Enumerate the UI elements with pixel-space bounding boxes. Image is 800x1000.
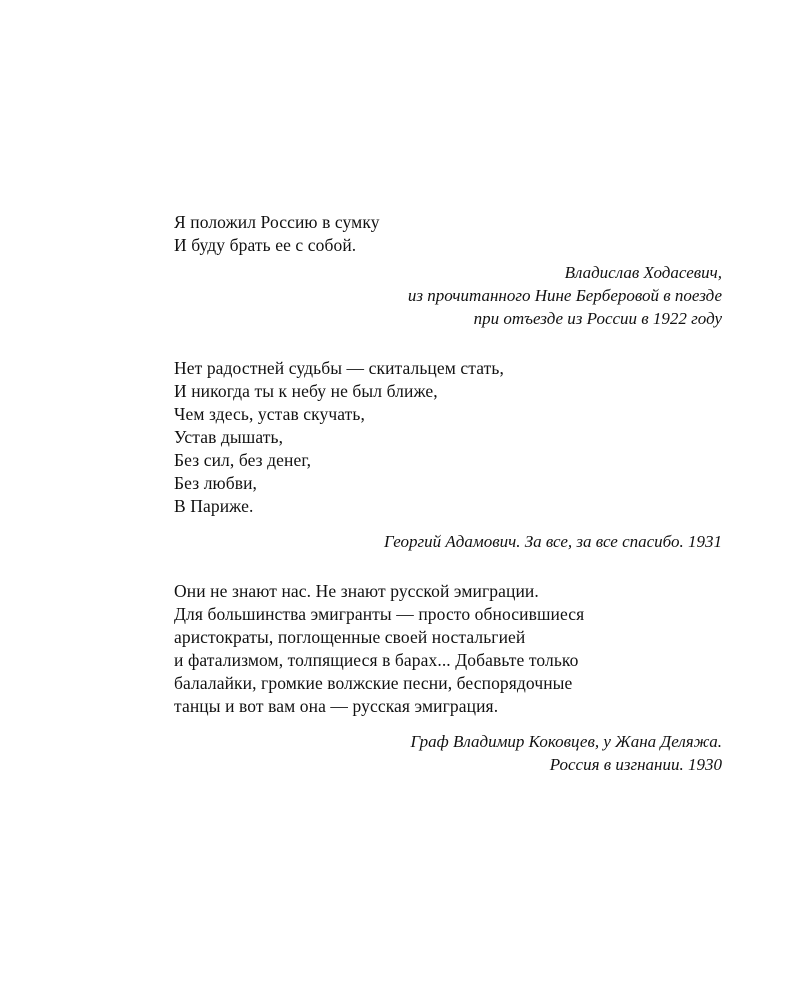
attribution-line: при отъезде из России в 1922 году	[473, 309, 722, 328]
verse-line: В Париже.	[174, 496, 254, 516]
epigraph-2	[174, 357, 722, 553]
prose-line: и фатализмом, толпящиеся в барах... Добавьте только	[174, 650, 579, 670]
prose-line: Они не знают нас. Не знают русской эмиграции.	[174, 581, 539, 601]
attribution-line: Россия в изгнании. 1930	[549, 755, 722, 774]
verse-line: Без любви,	[174, 473, 258, 493]
prose-line: аристократы, поглощенные своей ностальгией	[174, 627, 526, 647]
verse-line: Я положил Россию в сумку	[174, 212, 380, 232]
page-content	[174, 211, 722, 776]
attribution-line: Владислав Ходасевич,	[564, 263, 722, 282]
prose-line: танцы и вот вам она — русская эмиграция.	[174, 696, 499, 716]
verse-line: Без сил, без денег,	[174, 450, 312, 470]
verse-line: И буду брать ее с собой.	[174, 235, 357, 255]
epigraph-3	[174, 580, 722, 776]
verse-line: Чем здесь, устав скучать,	[174, 404, 365, 424]
attribution-line: из прочитанного Нине Берберовой в поезде	[407, 286, 722, 305]
attribution-line: Георгий Адамович. За все, за все спасибо. 1931	[384, 532, 722, 551]
verse-line: И никогда ты к небу не был ближе,	[174, 381, 438, 401]
verse-line: Нет радостней судьбы — скитальцем стать,	[174, 358, 504, 378]
prose-line: балалайки, громкие волжские песни, беспорядочные	[174, 673, 573, 693]
verse-line: Устав дышать,	[174, 427, 284, 447]
prose-line: Для большинства эмигранты — просто обносившиеся	[174, 604, 585, 624]
epigraph-1	[174, 211, 722, 330]
attribution-line: Граф Владимир Коковцев, у Жана Деляжа.	[410, 732, 722, 751]
